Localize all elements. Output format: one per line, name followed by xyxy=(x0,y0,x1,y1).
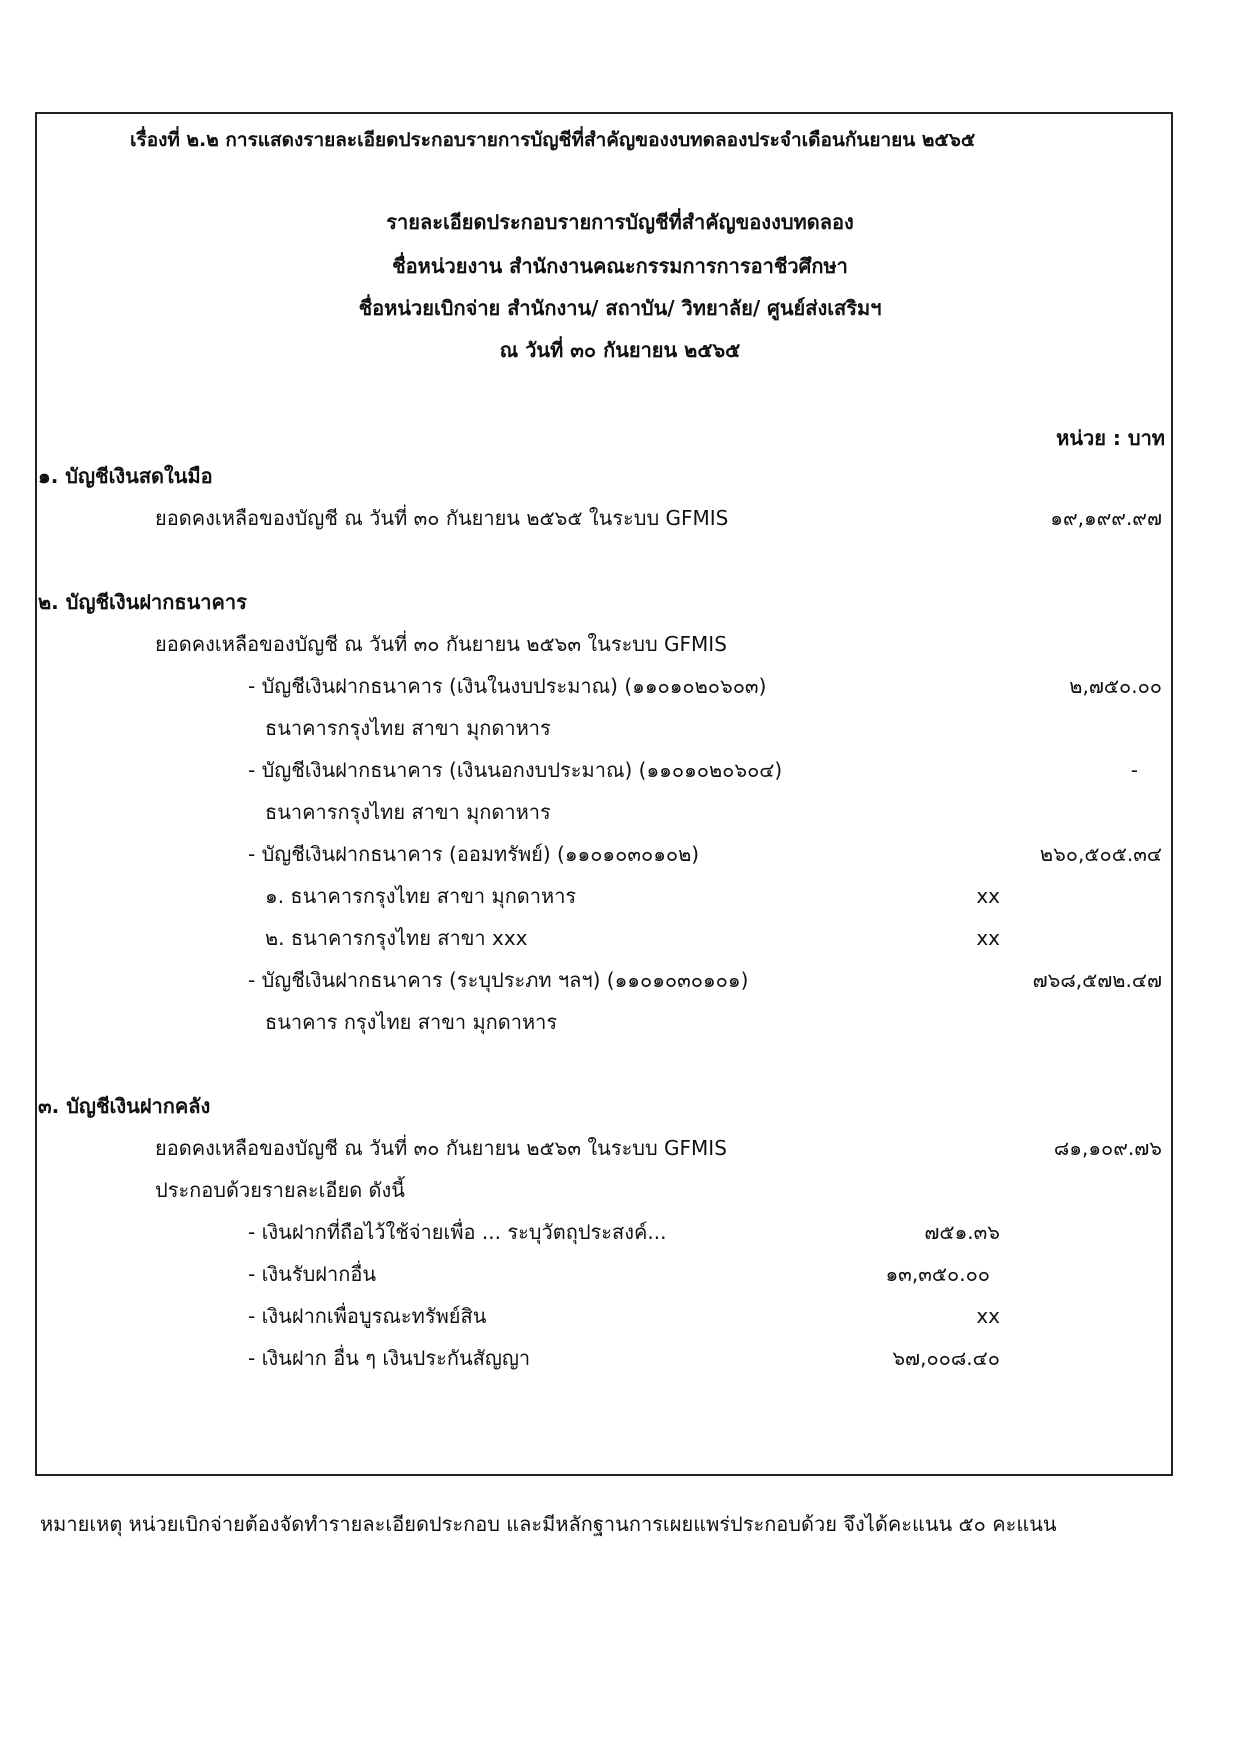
section2-acc4-bank: ธนาคาร กรุงไทย สาขา มุกดาหาร xyxy=(265,1010,558,1034)
section3-balance-label: ยอดคงเหลือของบัญชี ณ วันที่ ๓๐ กันยายน ๒๕๖๓ ในระบบ GFMIS xyxy=(155,1136,727,1160)
section2-acc2-label: - บัญชีเงินฝากธนาคาร (เงินนอกงบประมาณ) (๑๑๐๑๐๒๐๖๐๔) xyxy=(248,758,783,782)
section2-balance-label: ยอดคงเหลือของบัญชี ณ วันที่ ๓๐ กันยายน ๒๕๖๓ ในระบบ GFMIS xyxy=(155,632,727,656)
section3-balance-value: ๘๑,๑๐๙.๗๖ xyxy=(1053,1136,1162,1160)
section2-acc3-sub2-label: ๒. ธนาคารกรุงไทย สาขา xxx xyxy=(265,926,528,950)
section3-title: ๓. บัญชีเงินฝากคลัง xyxy=(38,1094,211,1118)
section2-acc2-value: - xyxy=(1130,758,1138,782)
section3-item1-label: - เงินฝากที่ถือไว้ใช้จ่ายเพื่อ ... ระบุวัตถุประสงค์... xyxy=(248,1220,667,1244)
unit-label: หน่วย : บาท xyxy=(1056,426,1165,450)
report-title: รายละเอียดประกอบรายการบัญชีที่สำคัญของงบทดลอง xyxy=(386,210,854,234)
disbursing-unit: ชื่อหน่วยเบิกจ่าย สำนักงาน/ สถาบัน/ วิทยาลัย/ ศูนย์ส่งเสริมฯ xyxy=(358,296,882,320)
section3-item4-value: ๖๗,๐๐๘.๔๐ xyxy=(892,1346,1000,1370)
section2-acc1-value: ๒,๗๕๐.๐๐ xyxy=(1069,674,1162,698)
section3-detail-intro: ประกอบด้วยรายละเอียด ดังนี้ xyxy=(155,1178,405,1202)
section2-title: ๒. บัญชีเงินฝากธนาคาร xyxy=(38,590,247,614)
section3-item2-label: - เงินรับฝากอื่น xyxy=(248,1262,377,1286)
section2-acc3-label: - บัญชีเงินฝากธนาคาร (ออมทรัพย์) (๑๑๐๑๐๓๐๑๐๒) xyxy=(248,842,700,866)
section2-acc2-bank: ธนาคารกรุงไทย สาขา มุกดาหาร xyxy=(265,800,551,824)
section3-item2-value: ๑๓,๓๕๐.๐๐ xyxy=(885,1262,990,1286)
section2-acc4-value: ๗๖๘,๕๗๒.๔๗ xyxy=(1032,968,1162,992)
section3-item4-label: - เงินฝาก อื่น ๆ เงินประกันสัญญา xyxy=(248,1346,531,1370)
section2-acc1-label: - บัญชีเงินฝากธนาคาร (เงินในงบประมาณ) (๑๑๐๑๐๒๐๖๐๓) xyxy=(248,674,767,698)
section2-acc1-bank: ธนาคารกรุงไทย สาขา มุกดาหาร xyxy=(265,716,551,740)
section1-balance-value: ๑๙,๑๙๙.๙๗ xyxy=(1050,506,1162,530)
topic-line: เรื่องที่ ๒.๒ การแสดงรายละเอียดประกอบรายการบัญชีที่สำคัญของงบทดลองประจำเดือนกันยายน ๒๕๖๕ xyxy=(130,129,976,151)
section3-item1-value: ๗๕๑.๓๖ xyxy=(924,1220,1000,1244)
section2-acc3-sub1-value: xx xyxy=(976,884,1000,908)
section2-acc3-value: ๒๖๐,๕๐๕.๓๔ xyxy=(1039,842,1162,866)
as-of-date: ณ วันที่ ๓๐ กันยายน ๒๕๖๕ xyxy=(499,338,741,362)
section2-acc3-sub2-value: xx xyxy=(976,926,1000,950)
section2-acc4-label: - บัญชีเงินฝากธนาคาร (ระบุประภท ฯลฯ) (๑๑๐๑๐๓๐๑๐๑) xyxy=(248,968,749,992)
section3-item3-label: - เงินฝากเพื่อบูรณะทรัพย์สิน xyxy=(248,1304,487,1328)
section1-balance-label: ยอดคงเหลือของบัญชี ณ วันที่ ๓๐ กันยายน ๒๕๖๕ ในระบบ GFMIS xyxy=(155,506,729,530)
section3-item3-value: xx xyxy=(976,1304,1000,1328)
section2-acc3-sub1-label: ๑. ธนาคารกรุงไทย สาขา มุกดาหาร xyxy=(265,884,577,908)
remark: หมายเหตุ หน่วยเบิกจ่ายต้องจัดทำรายละเอียดประกอบ และมีหลักฐานการเผยแพร่ประกอบด้วย จึงได้คะแนน ๕๐ คะแนน xyxy=(40,1512,1057,1536)
section1-title: ๑. บัญชีเงินสดในมือ xyxy=(38,464,213,488)
agency-name: ชื่อหน่วยงาน สำนักงานคณะกรรมการการอาชีวศึกษา xyxy=(392,254,848,278)
